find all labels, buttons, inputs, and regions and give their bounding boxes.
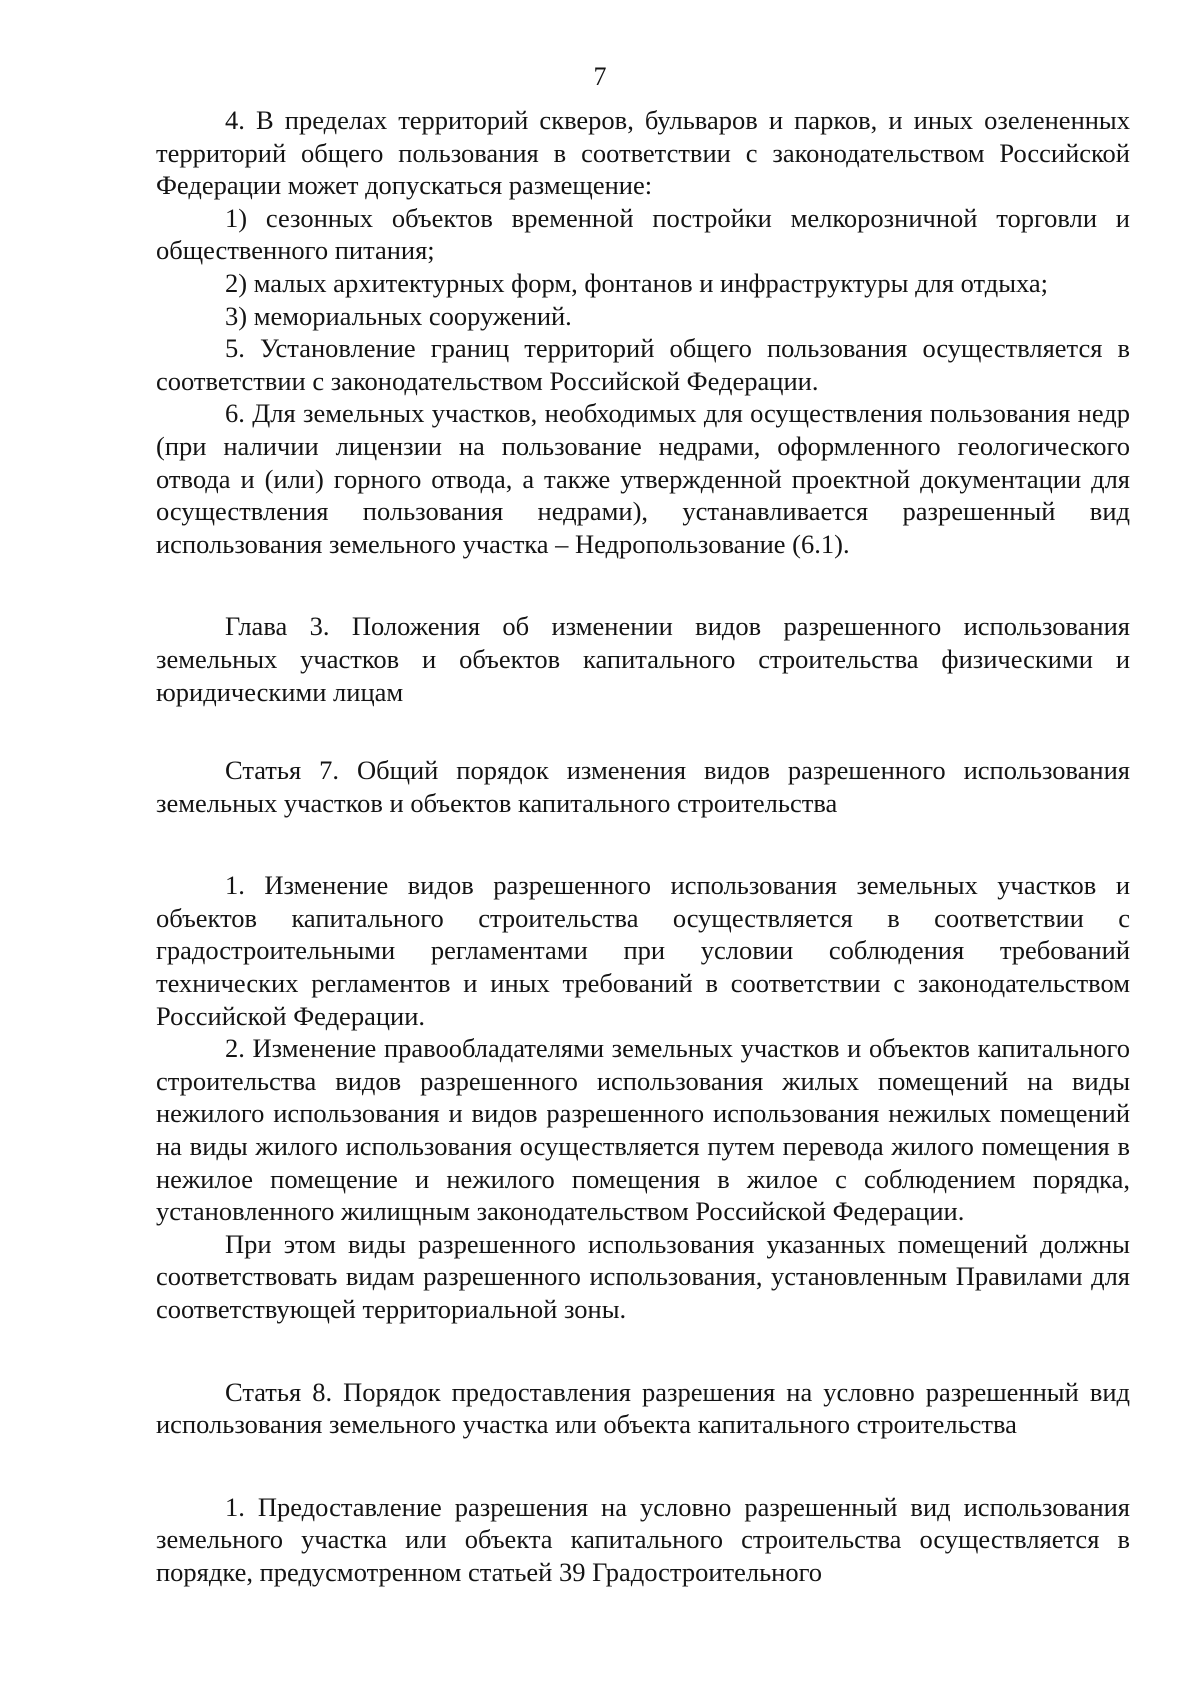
- article-7-paragraph-3: При этом виды разрешенного использования указанных помещений должны соответствовать видам разрешенного использования, установленным Правилами для соответствующей территориальной зоны.: [156, 1228, 1130, 1324]
- paragraph-5: 5. Установление границ территорий общего пользования осуществляется в соответствии с законодательством Российской Федерации.: [156, 333, 1130, 396]
- document-body: [156, 104, 1130, 1589]
- paragraph-4: 4. В пределах территорий скверов, бульваров и парков, и иных озелененных территорий общего пользования в соответствии с законодательством Российской Федерации может допускаться размещение:: [156, 105, 1130, 201]
- page-number: 7: [593, 62, 607, 91]
- article-7-heading: Статья 7. Общий порядок изменения видов разрешенного использования земельных участков и объектов капитального строительства: [156, 755, 1130, 818]
- list-item-3: 3) мемориальных сооружений.: [225, 300, 572, 331]
- chapter-3-heading: Глава 3. Положения об изменении видов разрешенного использования земельных участков и объектов капитального строительства физическими и юридическими лицам: [156, 611, 1130, 707]
- list-item-1: 1) сезонных объектов временной постройки мелкорозничной торговли и общественного питания;: [156, 202, 1130, 266]
- spacer: [156, 1326, 1130, 1376]
- article-8-heading: Статья 8. Порядок предоставления разрешения на условно разрешенный вид использования земельного участка или объекта капитального строительства: [156, 1376, 1130, 1440]
- list-item-2: 2) малых архитектурных форм, фонтанов и инфраструктуры для отдыха;: [225, 267, 1049, 298]
- article-7-paragraph-2: 2. Изменение правообладателями земельных участков и объектов капитального строительства видов разрешенного использования жилых помещений на виды нежилого использования и видов разрешенного использования нежилых помещений на виды жилого использования осуществляется путем перевода жилого помещения в нежилое помещение и нежилого помещения в жилое с соблюдением порядка, установленного жилищным законодательством Российской Федерации.: [156, 1033, 1130, 1227]
- spacer: [156, 708, 1130, 754]
- spacer: [156, 560, 1130, 610]
- spacer: [156, 819, 1130, 869]
- article-8-paragraph-1: 1. Предоставление разрешения на условно разрешенный вид использования земельного участка или объекта капитального строительства осуществляется в порядке, предусмотренном статьей 39 Градостроительного: [156, 1491, 1130, 1587]
- paragraph-6: 6. Для земельных участков, необходимых для осуществления пользования недр (при наличии лицензии на пользование недрами, оформленного геологического отвода и (или) горного отвода, а также утвержденной проектной документации для осуществления пользования недрами), устанавливается разрешенный вид использования земельного участка – Недропользование (6.1).: [156, 398, 1130, 559]
- article-7-paragraph-1: 1. Изменение видов разрешенного использования земельных участков и объектов капитального строительства осуществляется в соответствии с градостроительными регламентами при условии соблюдения требований технических регламентов и иных требований в соответствии с законодательством Российской Федерации.: [156, 870, 1130, 1031]
- spacer: [156, 1441, 1130, 1491]
